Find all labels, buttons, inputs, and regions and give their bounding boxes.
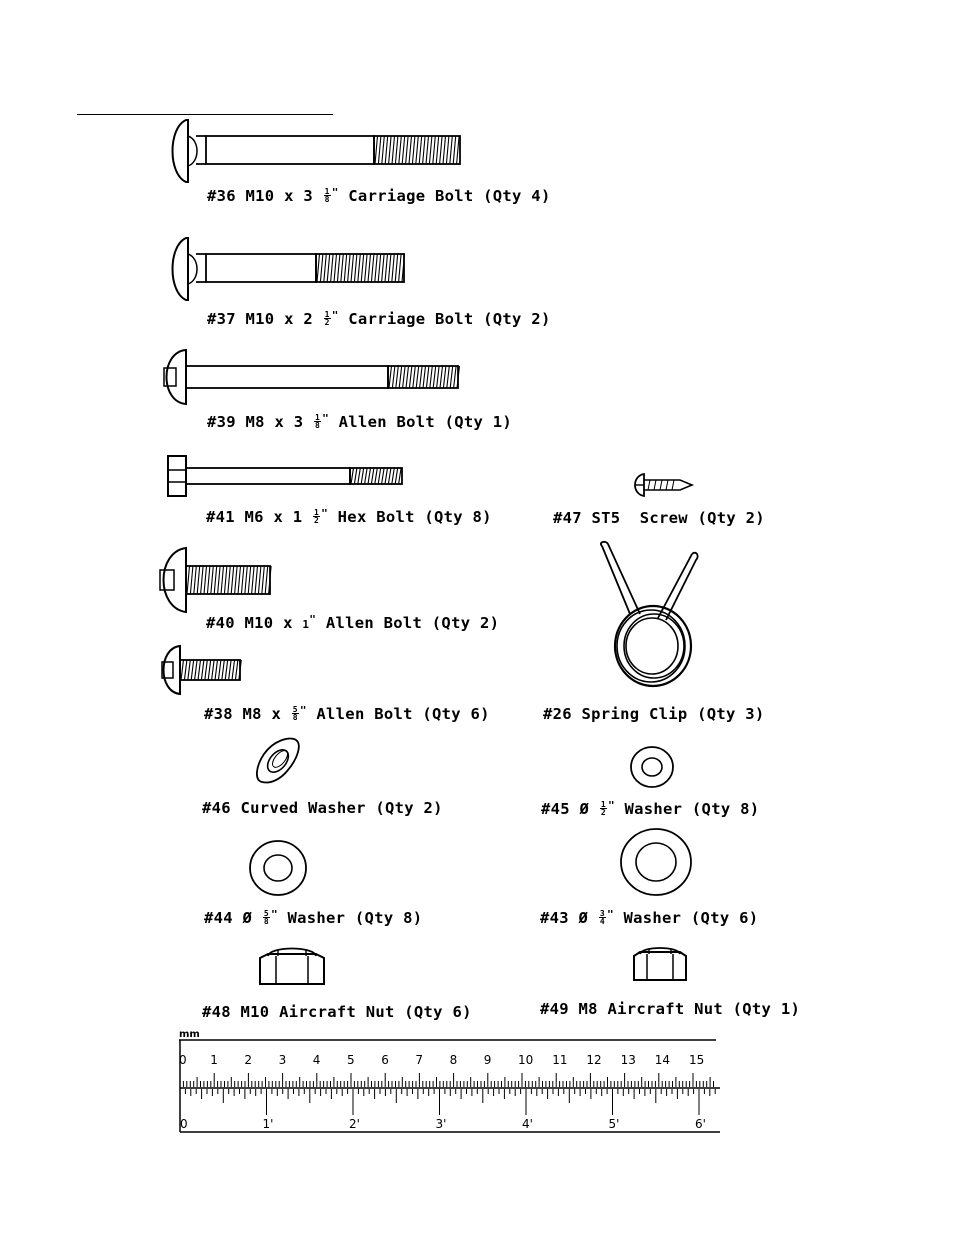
part-label-38: #38 M8 x $\frac{5}{8}$ " Allen Bolt (Qty 6) xyxy=(204,704,490,723)
part-label-46: #46 Curved Washer (Qty 2) xyxy=(202,799,443,817)
part-label-48: #48 M10 Aircraft Nut (Qty 6) xyxy=(202,1003,472,1021)
mm-label: 14 xyxy=(654,1053,671,1067)
allen-bolt-39-drawing xyxy=(160,348,470,406)
inch-label: 5' xyxy=(608,1117,620,1131)
inch-label: 1' xyxy=(262,1117,274,1131)
part-label-47: #47 ST5 Screw (Qty 2) xyxy=(553,509,765,527)
inch-label: 4' xyxy=(522,1117,533,1131)
washer-44-drawing xyxy=(246,838,310,898)
aircraft-nut-48-drawing xyxy=(256,942,328,988)
washer-45-drawing xyxy=(628,744,676,790)
mm-label: 7 xyxy=(415,1053,424,1067)
part-label-36: #36 M10 x 3 $\frac{1}{8}$ " Carriage Bolt (Qty 4) xyxy=(207,186,551,205)
part-label-44: #44 Ø $\frac{5}{8}$ " Washer (Qty 8) xyxy=(204,908,423,927)
carriage-bolt-36-drawing xyxy=(166,118,466,184)
part-label-41: #41 M6 x 1 $\frac{1}{2}$ " Hex Bolt (Qty 8) xyxy=(206,507,492,526)
inch-scale-ticks xyxy=(180,1089,715,1115)
ruler-unit-mm: mm xyxy=(179,1029,200,1040)
mm-label: 3 xyxy=(278,1053,287,1067)
curved-washer-46-drawing xyxy=(252,736,304,786)
header-rule xyxy=(77,114,333,115)
screw-47-drawing xyxy=(632,472,696,498)
mm-scale-ticks xyxy=(180,1073,714,1087)
mm-label: 1 xyxy=(210,1053,218,1067)
part-label-39: #39 M8 x 3 $\frac{1}{8}$ " Allen Bolt (Qty 1) xyxy=(207,412,513,431)
part-label-45: #45 Ø $\frac{1}{2}$ " Washer (Qty 8) xyxy=(541,799,760,818)
part-label-26: #26 Spring Clip (Qty 3) xyxy=(543,705,765,723)
inch-label: 3' xyxy=(435,1117,447,1131)
mm-label: 0 xyxy=(179,1053,187,1067)
aircraft-nut-49-drawing xyxy=(630,942,690,984)
mm-label: 9 xyxy=(483,1053,492,1067)
mm-label: 4 xyxy=(312,1053,321,1067)
measurement-ruler xyxy=(176,1026,724,1138)
washer-43-drawing xyxy=(618,826,696,898)
mm-label: 15 xyxy=(689,1053,705,1067)
mm-label: 12 xyxy=(586,1053,602,1067)
part-label-37: #37 M10 x 2 $\frac{1}{2}$ " Carriage Bolt (Qty 2) xyxy=(207,309,551,328)
part-label-49: #49 M8 Aircraft Nut (Qty 1) xyxy=(540,1000,801,1018)
part-label-43: #43 Ø $\frac{3}{4}$ " Washer (Qty 6) xyxy=(540,908,759,927)
mm-label: 10 xyxy=(518,1053,534,1067)
mm-label: 6 xyxy=(381,1053,389,1067)
inch-scale-labels xyxy=(180,1117,706,1131)
inch-label: 2' xyxy=(349,1117,360,1131)
part-label-40: #40 M10 x 1" Allen Bolt (Qty 2) xyxy=(206,613,500,632)
mm-label: 2 xyxy=(244,1053,253,1067)
hex-bolt-41-drawing xyxy=(166,454,416,498)
inch-label: 6' xyxy=(695,1117,706,1131)
allen-bolt-38-drawing xyxy=(158,644,248,696)
inch-label: 0 xyxy=(180,1117,188,1131)
mm-label: 13 xyxy=(620,1053,636,1067)
mm-label: 5 xyxy=(347,1053,355,1067)
mm-label: 11 xyxy=(552,1053,568,1067)
allen-bolt-40-drawing xyxy=(156,546,280,614)
mm-label: 8 xyxy=(449,1053,458,1067)
spring-clip-26-drawing xyxy=(596,540,706,690)
mm-scale-labels xyxy=(179,1053,704,1067)
carriage-bolt-37-drawing xyxy=(166,236,416,302)
